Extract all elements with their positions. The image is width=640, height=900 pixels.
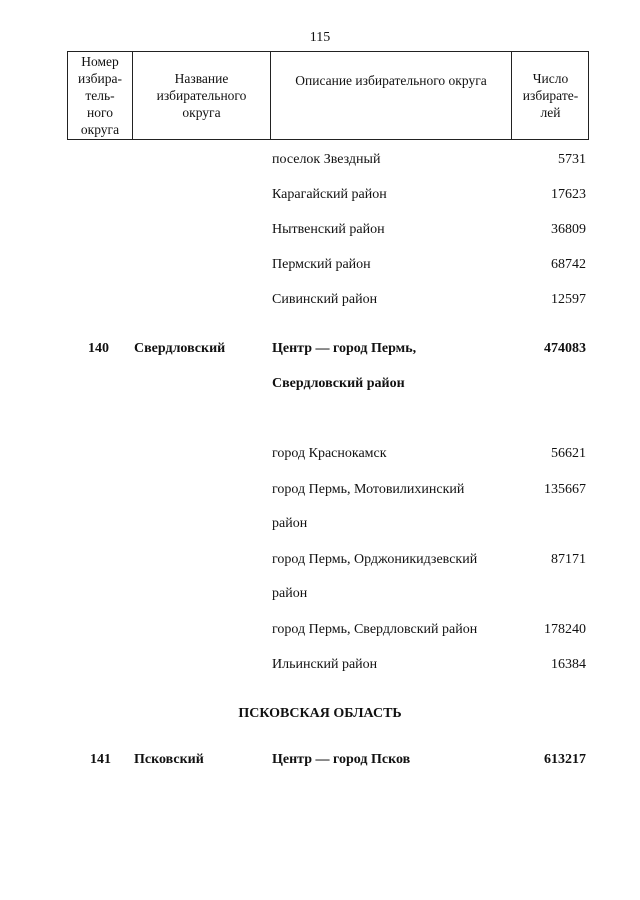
header-text: избирательного [156, 88, 247, 103]
district-name: Псковский [134, 752, 204, 767]
row-description-continued: район [272, 516, 308, 531]
row-description-continued: район [272, 586, 308, 601]
district-center: Центр — город Псков [272, 752, 411, 767]
page-number: 115 [309, 30, 331, 45]
row-description: город Пермь, Свердловский район [272, 622, 478, 637]
row-description: Карагайский район [272, 187, 387, 202]
header-text: ного [87, 105, 113, 120]
header-text: округа [182, 105, 221, 120]
row-voters: 16384 [551, 657, 586, 672]
row-voters: 5731 [558, 152, 586, 167]
district-center-continued: Свердловский район [272, 376, 405, 391]
header-text: Номер [81, 54, 119, 69]
row-description: Сивинский район [272, 292, 378, 307]
row-description: Нытвенский район [272, 222, 385, 237]
row-voters: 68742 [551, 257, 586, 272]
row-description: город Пермь, Мотовилихинский [272, 482, 465, 497]
header-text: лей [540, 105, 561, 120]
header-text: избирате- [522, 88, 579, 103]
row-voters: 36809 [551, 222, 586, 237]
row-voters: 135667 [544, 482, 586, 497]
row-description: поселок Звездный [272, 152, 381, 167]
row-description: город Краснокамск [272, 446, 387, 461]
row-description: город Пермь, Орджоникидзевский [272, 552, 478, 567]
header-text: тель- [85, 88, 115, 103]
header-voter-count [512, 52, 589, 139]
row-voters: 12597 [551, 292, 586, 307]
table-header [67, 51, 589, 140]
row-voters: 87171 [551, 552, 586, 567]
district-name: Свердловский [134, 341, 226, 356]
header-text: округа [80, 122, 120, 137]
row-voters: 17623 [551, 187, 586, 202]
district-center: Центр — город Пермь, [272, 341, 417, 356]
row-voters: 56621 [551, 446, 586, 461]
header-district-name [133, 52, 270, 139]
district-voters: 613217 [544, 752, 586, 767]
header-text: Число [532, 71, 569, 86]
district-number: 141 [90, 752, 111, 767]
header-text: Описание избирательного округа [295, 73, 487, 88]
row-description: Ильинский район [272, 657, 378, 672]
row-voters: 178240 [544, 622, 586, 637]
header-text: Название [174, 71, 229, 86]
header-text: избира- [78, 71, 122, 86]
region-title: ПСКОВСКАЯ ОБЛАСТЬ [238, 706, 402, 721]
header-district-description [271, 52, 511, 139]
header-district-number [68, 52, 132, 139]
row-description: Пермский район [272, 257, 371, 272]
district-voters: 474083 [544, 341, 586, 356]
district-number: 140 [88, 341, 109, 356]
